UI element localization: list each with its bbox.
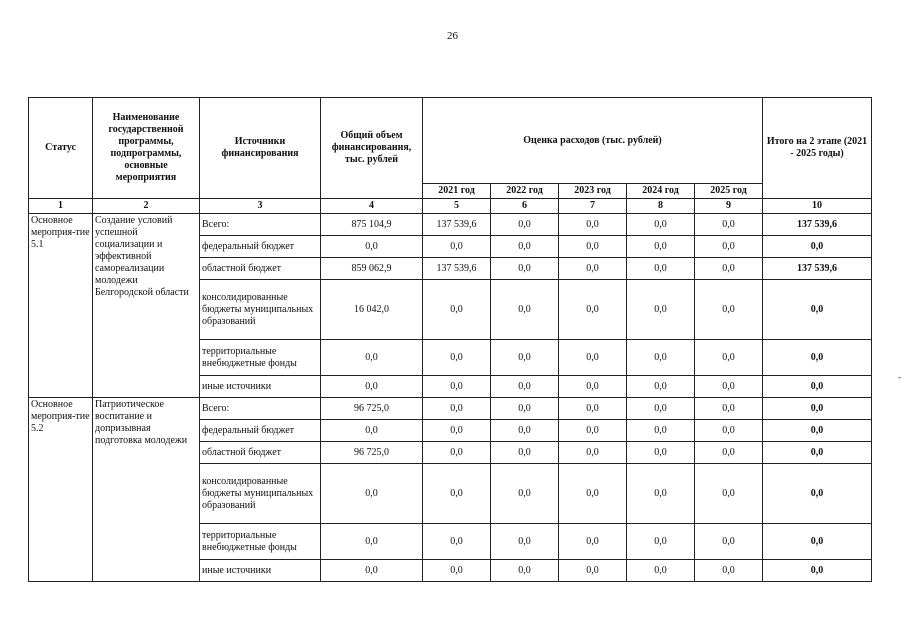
total-cell: 859 062,9: [321, 258, 423, 280]
year-value-cell: 0,0: [491, 560, 559, 582]
source-cell: консолидированные бюджеты муниципальных образований: [200, 280, 321, 340]
total-cell: 0,0: [321, 524, 423, 560]
index-cell: 6: [491, 199, 559, 214]
year-value-cell: 0,0: [627, 524, 695, 560]
year-value-cell: 0,0: [491, 376, 559, 398]
status-cell: Основное мероприя-тие 5.1: [29, 214, 93, 398]
index-cell: 4: [321, 199, 423, 214]
year-value-cell: 0,0: [423, 280, 491, 340]
program-name-cell: Патриотическое воспитание и допризывная подготовка молодежи: [93, 398, 200, 582]
source-cell: консолидированные бюджеты муниципальных образований: [200, 464, 321, 524]
header-sources: Источники финансирования: [200, 98, 321, 199]
year-value-cell: 0,0: [559, 236, 627, 258]
year-value-cell: 0,0: [559, 524, 627, 560]
financing-table: [28, 97, 872, 582]
index-cell: 1: [29, 199, 93, 214]
total-cell: 0,0: [321, 236, 423, 258]
year-value-cell: 0,0: [627, 280, 695, 340]
year-value-cell: 0,0: [491, 280, 559, 340]
year-value-cell: 0,0: [695, 214, 763, 236]
header-estimate: Оценка расходов (тыс. рублей): [423, 98, 763, 184]
year-value-cell: 0,0: [627, 340, 695, 376]
source-cell: федеральный бюджет: [200, 420, 321, 442]
year-value-cell: 0,0: [695, 376, 763, 398]
source-cell: областной бюджет: [200, 258, 321, 280]
year-value-cell: 0,0: [559, 214, 627, 236]
program-name-cell: Создание условий успешной социализации и эффективной самореализации молодежи Белгородской области: [93, 214, 200, 398]
year-value-cell: 0,0: [491, 442, 559, 464]
total-cell: 0,0: [321, 340, 423, 376]
header-year-2025: 2025 год: [695, 184, 763, 199]
column-index-row: [29, 199, 872, 214]
year-value-cell: 0,0: [423, 376, 491, 398]
index-cell: 9: [695, 199, 763, 214]
index-cell: 10: [763, 199, 872, 214]
year-value-cell: 0,0: [695, 464, 763, 524]
year-value-cell: 0,0: [423, 524, 491, 560]
year-value-cell: 0,0: [423, 464, 491, 524]
year-value-cell: 0,0: [627, 442, 695, 464]
year-value-cell: 0,0: [695, 560, 763, 582]
total-cell: 0,0: [321, 560, 423, 582]
year-value-cell: 0,0: [423, 442, 491, 464]
header-status: Статус: [29, 98, 93, 199]
year-value-cell: 0,0: [627, 398, 695, 420]
year-value-cell: 0,0: [491, 420, 559, 442]
index-cell: 3: [200, 199, 321, 214]
stage-total-cell: 0,0: [763, 464, 872, 524]
stage-total-cell: 0,0: [763, 280, 872, 340]
year-value-cell: 0,0: [559, 258, 627, 280]
year-value-cell: 0,0: [627, 464, 695, 524]
page-number: 26: [447, 30, 458, 42]
year-value-cell: 0,0: [695, 258, 763, 280]
year-value-cell: 0,0: [559, 442, 627, 464]
year-value-cell: 0,0: [559, 560, 627, 582]
stage-total-cell: 0,0: [763, 420, 872, 442]
stage-total-cell: 137 539,6: [763, 258, 872, 280]
year-value-cell: 0,0: [695, 420, 763, 442]
year-value-cell: 0,0: [559, 340, 627, 376]
source-cell: областной бюджет: [200, 442, 321, 464]
year-value-cell: 0,0: [627, 420, 695, 442]
year-value-cell: 0,0: [423, 236, 491, 258]
source-cell: иные источники: [200, 376, 321, 398]
year-value-cell: 0,0: [559, 398, 627, 420]
header-year-2023: 2023 год: [559, 184, 627, 199]
index-cell: 8: [627, 199, 695, 214]
source-cell: Всего:: [200, 398, 321, 420]
stage-total-cell: 0,0: [763, 442, 872, 464]
total-cell: 96 725,0: [321, 442, 423, 464]
year-value-cell: 0,0: [423, 560, 491, 582]
year-value-cell: 0,0: [627, 376, 695, 398]
year-value-cell: 0,0: [491, 524, 559, 560]
source-cell: Всего:: [200, 214, 321, 236]
table-row: [29, 398, 872, 420]
year-value-cell: 0,0: [559, 376, 627, 398]
year-value-cell: 0,0: [695, 442, 763, 464]
year-value-cell: 0,0: [559, 420, 627, 442]
total-cell: 875 104,9: [321, 214, 423, 236]
year-value-cell: 0,0: [491, 398, 559, 420]
year-value-cell: 0,0: [695, 524, 763, 560]
total-cell: 0,0: [321, 464, 423, 524]
year-value-cell: 137 539,6: [423, 258, 491, 280]
status-cell: Основное мероприя-тие 5.2: [29, 398, 93, 582]
stage-total-cell: 0,0: [763, 398, 872, 420]
side-mark: -: [898, 372, 901, 382]
year-value-cell: 0,0: [695, 340, 763, 376]
year-value-cell: 0,0: [559, 280, 627, 340]
year-value-cell: 0,0: [627, 258, 695, 280]
year-value-cell: 0,0: [695, 280, 763, 340]
year-value-cell: 0,0: [559, 464, 627, 524]
year-value-cell: 0,0: [695, 236, 763, 258]
year-value-cell: 137 539,6: [423, 214, 491, 236]
year-value-cell: 0,0: [423, 398, 491, 420]
index-cell: 7: [559, 199, 627, 214]
total-cell: 16 042,0: [321, 280, 423, 340]
year-value-cell: 0,0: [627, 236, 695, 258]
source-cell: территориальные внебюджетные фонды: [200, 340, 321, 376]
year-value-cell: 0,0: [695, 398, 763, 420]
year-value-cell: 0,0: [423, 340, 491, 376]
header-program: Наименование государственной программы, подпрограммы, основные мероприятия: [93, 98, 200, 199]
stage-total-cell: 0,0: [763, 236, 872, 258]
source-cell: федеральный бюджет: [200, 236, 321, 258]
year-value-cell: 0,0: [491, 340, 559, 376]
index-cell: 2: [93, 199, 200, 214]
year-value-cell: 0,0: [491, 258, 559, 280]
total-cell: 96 725,0: [321, 398, 423, 420]
year-value-cell: 0,0: [627, 214, 695, 236]
stage-total-cell: 0,0: [763, 376, 872, 398]
year-value-cell: 0,0: [491, 464, 559, 524]
stage-total-cell: 137 539,6: [763, 214, 872, 236]
source-cell: иные источники: [200, 560, 321, 582]
stage-total-cell: 0,0: [763, 560, 872, 582]
year-value-cell: 0,0: [491, 214, 559, 236]
stage-total-cell: 0,0: [763, 340, 872, 376]
total-cell: 0,0: [321, 420, 423, 442]
header-stage-total: Итого на 2 этапе (2021 - 2025 годы): [763, 98, 872, 199]
year-value-cell: 0,0: [423, 420, 491, 442]
header-total: Общий объем финансирования, тыс. рублей: [321, 98, 423, 199]
header-year-2021: 2021 год: [423, 184, 491, 199]
year-value-cell: 0,0: [491, 236, 559, 258]
header-year-2024: 2024 год: [627, 184, 695, 199]
source-cell: территориальные внебюджетные фонды: [200, 524, 321, 560]
stage-total-cell: 0,0: [763, 524, 872, 560]
total-cell: 0,0: [321, 376, 423, 398]
index-cell: 5: [423, 199, 491, 214]
header-year-2022: 2022 год: [491, 184, 559, 199]
table-row: [29, 214, 872, 236]
year-value-cell: 0,0: [627, 560, 695, 582]
